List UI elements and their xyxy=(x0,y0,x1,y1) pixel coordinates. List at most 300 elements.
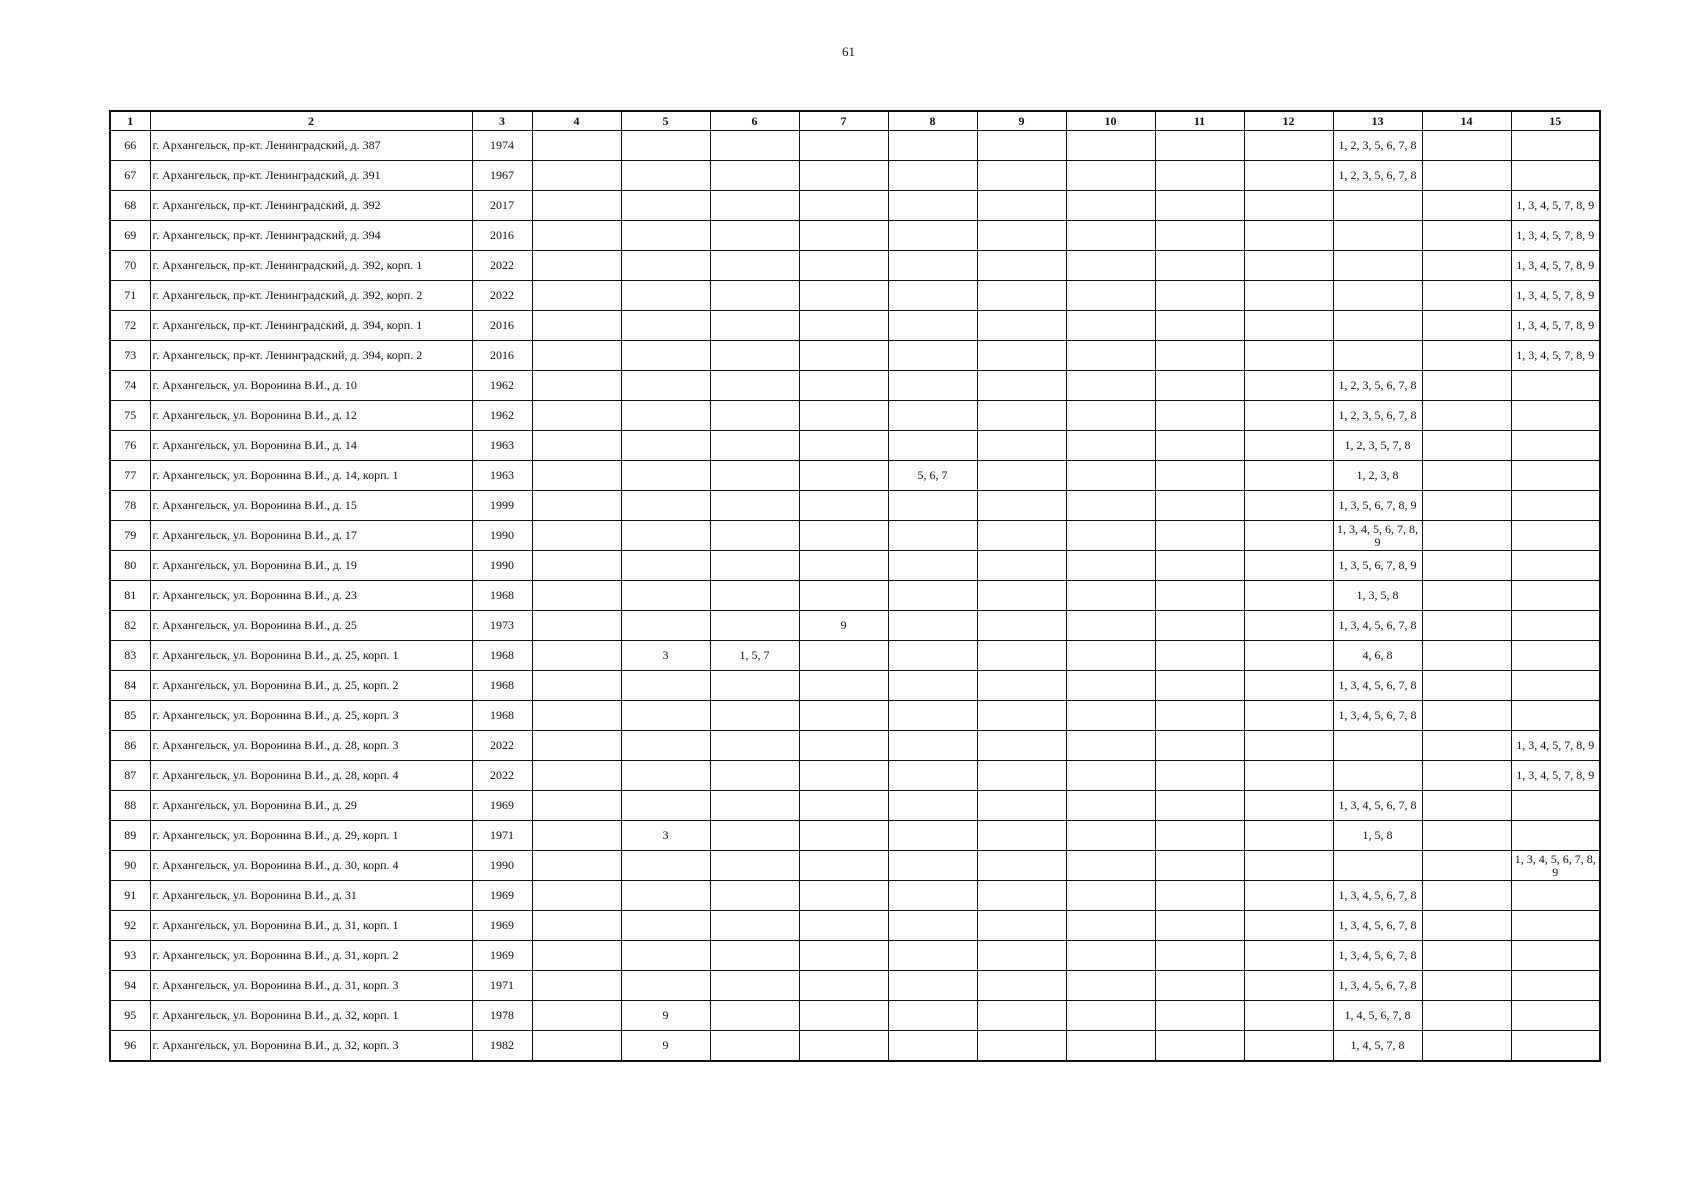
col-15-cell xyxy=(1511,671,1600,701)
row-number-cell: 83 xyxy=(110,641,150,671)
year-cell: 1968 xyxy=(472,671,532,701)
col-6-cell xyxy=(710,881,799,911)
col-6-cell xyxy=(710,911,799,941)
column-header-5: 5 xyxy=(621,111,710,131)
col-15-cell: 1, 3, 4, 5, 7, 8, 9 xyxy=(1511,251,1600,281)
year-cell: 1978 xyxy=(472,1001,532,1031)
col-4-cell xyxy=(532,311,621,341)
col-13-cell xyxy=(1333,761,1422,791)
col-11-cell xyxy=(1155,191,1244,221)
table-row xyxy=(110,371,1600,401)
row-number-cell: 88 xyxy=(110,791,150,821)
col-8-cell xyxy=(888,701,977,731)
column-header-14: 14 xyxy=(1422,111,1511,131)
col-4-cell xyxy=(532,791,621,821)
year-cell: 1971 xyxy=(472,821,532,851)
table-row xyxy=(110,821,1600,851)
col-15-cell: 1, 3, 4, 5, 7, 8, 9 xyxy=(1511,341,1600,371)
col-9-cell xyxy=(977,431,1066,461)
col-11-cell xyxy=(1155,761,1244,791)
address-cell: г. Архангельск, ул. Воронина В.И., д. 30, корп. 4 xyxy=(150,851,472,881)
col-10-cell xyxy=(1066,401,1155,431)
year-cell: 2022 xyxy=(472,281,532,311)
column-header-1: 1 xyxy=(110,111,150,131)
year-cell: 1968 xyxy=(472,701,532,731)
year-cell: 1962 xyxy=(472,371,532,401)
col-8-cell: 5, 6, 7 xyxy=(888,461,977,491)
col-14-cell xyxy=(1422,641,1511,671)
year-cell: 1968 xyxy=(472,641,532,671)
col-13-cell: 1, 3, 4, 5, 6, 7, 8 xyxy=(1333,911,1422,941)
col-15-cell xyxy=(1511,881,1600,911)
year-cell: 2022 xyxy=(472,761,532,791)
col-9-cell xyxy=(977,611,1066,641)
col-5-cell xyxy=(621,731,710,761)
column-header-15: 15 xyxy=(1511,111,1600,131)
col-4-cell xyxy=(532,371,621,401)
col-11-cell xyxy=(1155,461,1244,491)
col-12-cell xyxy=(1244,281,1333,311)
address-cell: г. Архангельск, пр-кт. Ленинградский, д. 394 xyxy=(150,221,472,251)
col-9-cell xyxy=(977,821,1066,851)
table-row xyxy=(110,881,1600,911)
col-12-cell xyxy=(1244,821,1333,851)
col-14-cell xyxy=(1422,611,1511,641)
col-7-cell xyxy=(799,491,888,521)
col-11-cell xyxy=(1155,671,1244,701)
col-15-cell xyxy=(1511,551,1600,581)
col-11-cell xyxy=(1155,971,1244,1001)
year-cell: 1990 xyxy=(472,551,532,581)
address-cell: г. Архангельск, ул. Воронина В.И., д. 25, корп. 1 xyxy=(150,641,472,671)
col-12-cell xyxy=(1244,401,1333,431)
col-14-cell xyxy=(1422,431,1511,461)
col-15-cell xyxy=(1511,161,1600,191)
col-5-cell xyxy=(621,881,710,911)
col-5-cell xyxy=(621,611,710,641)
col-10-cell xyxy=(1066,371,1155,401)
col-13-cell: 1, 3, 4, 5, 6, 7, 8 xyxy=(1333,971,1422,1001)
col-14-cell xyxy=(1422,161,1511,191)
col-5-cell xyxy=(621,761,710,791)
col-8-cell xyxy=(888,401,977,431)
year-cell: 1982 xyxy=(472,1031,532,1062)
col-4-cell xyxy=(532,731,621,761)
col-8-cell xyxy=(888,1031,977,1062)
row-number-cell: 66 xyxy=(110,131,150,161)
col-13-cell: 1, 3, 5, 6, 7, 8, 9 xyxy=(1333,491,1422,521)
col-4-cell xyxy=(532,131,621,161)
col-10-cell xyxy=(1066,281,1155,311)
col-6-cell: 1, 5, 7 xyxy=(710,641,799,671)
col-11-cell xyxy=(1155,1031,1244,1062)
col-8-cell xyxy=(888,641,977,671)
col-10-cell xyxy=(1066,251,1155,281)
col-8-cell xyxy=(888,971,977,1001)
year-cell: 1969 xyxy=(472,881,532,911)
table-row xyxy=(110,551,1600,581)
col-7-cell xyxy=(799,881,888,911)
row-number-cell: 90 xyxy=(110,851,150,881)
col-12-cell xyxy=(1244,641,1333,671)
col-7-cell xyxy=(799,401,888,431)
row-number-cell: 96 xyxy=(110,1031,150,1062)
column-header-7: 7 xyxy=(799,111,888,131)
col-9-cell xyxy=(977,581,1066,611)
row-number-cell: 75 xyxy=(110,401,150,431)
address-cell: г. Архангельск, ул. Воронина В.И., д. 29 xyxy=(150,791,472,821)
col-13-cell: 1, 3, 4, 5, 6, 7, 8 xyxy=(1333,941,1422,971)
year-cell: 1990 xyxy=(472,851,532,881)
row-number-cell: 89 xyxy=(110,821,150,851)
table-row xyxy=(110,731,1600,761)
table-body xyxy=(110,131,1600,1062)
col-8-cell xyxy=(888,671,977,701)
year-cell: 1962 xyxy=(472,401,532,431)
col-14-cell xyxy=(1422,731,1511,761)
col-9-cell xyxy=(977,551,1066,581)
col-10-cell xyxy=(1066,491,1155,521)
col-6-cell xyxy=(710,491,799,521)
col-10-cell xyxy=(1066,191,1155,221)
col-6-cell xyxy=(710,341,799,371)
row-number-cell: 80 xyxy=(110,551,150,581)
table-row xyxy=(110,941,1600,971)
col-15-cell xyxy=(1511,791,1600,821)
col-11-cell xyxy=(1155,131,1244,161)
row-number-cell: 72 xyxy=(110,311,150,341)
col-9-cell xyxy=(977,641,1066,671)
col-5-cell xyxy=(621,911,710,941)
address-cell: г. Архангельск, пр-кт. Ленинградский, д. 392 xyxy=(150,191,472,221)
col-12-cell xyxy=(1244,581,1333,611)
row-number-cell: 77 xyxy=(110,461,150,491)
col-5-cell xyxy=(621,701,710,731)
address-cell: г. Архангельск, ул. Воронина В.И., д. 25 xyxy=(150,611,472,641)
col-14-cell xyxy=(1422,911,1511,941)
col-11-cell xyxy=(1155,401,1244,431)
col-6-cell xyxy=(710,731,799,761)
year-cell: 1963 xyxy=(472,461,532,491)
col-10-cell xyxy=(1066,611,1155,641)
col-4-cell xyxy=(532,641,621,671)
col-14-cell xyxy=(1422,821,1511,851)
row-number-cell: 76 xyxy=(110,431,150,461)
table-row xyxy=(110,911,1600,941)
col-9-cell xyxy=(977,341,1066,371)
col-4-cell xyxy=(532,941,621,971)
col-10-cell xyxy=(1066,941,1155,971)
col-5-cell xyxy=(621,131,710,161)
col-10-cell xyxy=(1066,671,1155,701)
col-15-cell: 1, 3, 4, 5, 7, 8, 9 xyxy=(1511,281,1600,311)
col-4-cell xyxy=(532,431,621,461)
col-14-cell xyxy=(1422,311,1511,341)
col-6-cell xyxy=(710,581,799,611)
col-13-cell xyxy=(1333,191,1422,221)
table-row xyxy=(110,641,1600,671)
col-10-cell xyxy=(1066,731,1155,761)
col-15-cell xyxy=(1511,941,1600,971)
col-12-cell xyxy=(1244,311,1333,341)
col-14-cell xyxy=(1422,791,1511,821)
col-4-cell xyxy=(532,401,621,431)
col-15-cell xyxy=(1511,1001,1600,1031)
col-6-cell xyxy=(710,671,799,701)
address-cell: г. Архангельск, ул. Воронина В.И., д. 14 xyxy=(150,431,472,461)
col-7-cell xyxy=(799,551,888,581)
col-9-cell xyxy=(977,701,1066,731)
row-number-cell: 91 xyxy=(110,881,150,911)
year-cell: 1974 xyxy=(472,131,532,161)
col-15-cell xyxy=(1511,491,1600,521)
col-5-cell xyxy=(621,551,710,581)
col-9-cell xyxy=(977,881,1066,911)
col-12-cell xyxy=(1244,431,1333,461)
col-5-cell: 9 xyxy=(621,1031,710,1062)
table-row xyxy=(110,671,1600,701)
col-8-cell xyxy=(888,761,977,791)
col-14-cell xyxy=(1422,1031,1511,1062)
col-7-cell xyxy=(799,791,888,821)
col-14-cell xyxy=(1422,521,1511,551)
register-table xyxy=(109,110,1601,1062)
col-12-cell xyxy=(1244,551,1333,581)
col-9-cell xyxy=(977,851,1066,881)
col-6-cell xyxy=(710,941,799,971)
table-row xyxy=(110,191,1600,221)
col-6-cell xyxy=(710,791,799,821)
col-5-cell xyxy=(621,221,710,251)
col-10-cell xyxy=(1066,851,1155,881)
year-cell: 2016 xyxy=(472,341,532,371)
col-14-cell xyxy=(1422,281,1511,311)
address-cell: г. Архангельск, ул. Воронина В.И., д. 31 xyxy=(150,881,472,911)
col-15-cell xyxy=(1511,401,1600,431)
col-7-cell xyxy=(799,581,888,611)
col-8-cell xyxy=(888,581,977,611)
col-8-cell xyxy=(888,1001,977,1031)
col-7-cell xyxy=(799,221,888,251)
col-4-cell xyxy=(532,461,621,491)
address-cell: г. Архангельск, пр-кт. Ленинградский, д. 392, корп. 1 xyxy=(150,251,472,281)
col-13-cell: 1, 2, 3, 5, 6, 7, 8 xyxy=(1333,401,1422,431)
col-9-cell xyxy=(977,281,1066,311)
col-4-cell xyxy=(532,671,621,701)
address-cell: г. Архангельск, пр-кт. Ленинградский, д. 394, корп. 1 xyxy=(150,311,472,341)
address-cell: г. Архангельск, ул. Воронина В.И., д. 31, корп. 2 xyxy=(150,941,472,971)
col-8-cell xyxy=(888,551,977,581)
column-header-4: 4 xyxy=(532,111,621,131)
col-9-cell xyxy=(977,491,1066,521)
address-cell: г. Архангельск, ул. Воронина В.И., д. 29, корп. 1 xyxy=(150,821,472,851)
column-header-11: 11 xyxy=(1155,111,1244,131)
row-number-cell: 74 xyxy=(110,371,150,401)
col-11-cell xyxy=(1155,581,1244,611)
year-cell: 2022 xyxy=(472,731,532,761)
col-15-cell: 1, 3, 4, 5, 7, 8, 9 xyxy=(1511,311,1600,341)
column-header-8: 8 xyxy=(888,111,977,131)
col-8-cell xyxy=(888,281,977,311)
col-13-cell xyxy=(1333,221,1422,251)
table-row xyxy=(110,281,1600,311)
col-9-cell xyxy=(977,161,1066,191)
col-12-cell xyxy=(1244,761,1333,791)
col-12-cell xyxy=(1244,191,1333,221)
col-9-cell xyxy=(977,1001,1066,1031)
col-9-cell xyxy=(977,791,1066,821)
table-row xyxy=(110,611,1600,641)
row-number-cell: 68 xyxy=(110,191,150,221)
col-12-cell xyxy=(1244,491,1333,521)
row-number-cell: 95 xyxy=(110,1001,150,1031)
year-cell: 1999 xyxy=(472,491,532,521)
col-5-cell xyxy=(621,461,710,491)
col-8-cell xyxy=(888,821,977,851)
col-11-cell xyxy=(1155,701,1244,731)
col-14-cell xyxy=(1422,701,1511,731)
col-4-cell xyxy=(532,581,621,611)
col-11-cell xyxy=(1155,791,1244,821)
col-7-cell xyxy=(799,971,888,1001)
table-row xyxy=(110,131,1600,161)
address-cell: г. Архангельск, пр-кт. Ленинградский, д. 394, корп. 2 xyxy=(150,341,472,371)
col-13-cell xyxy=(1333,731,1422,761)
col-11-cell xyxy=(1155,521,1244,551)
table-row xyxy=(110,311,1600,341)
column-header-6: 6 xyxy=(710,111,799,131)
year-cell: 2016 xyxy=(472,311,532,341)
address-cell: г. Архангельск, пр-кт. Ленинградский, д. 387 xyxy=(150,131,472,161)
col-7-cell xyxy=(799,461,888,491)
address-cell: г. Архангельск, ул. Воронина В.И., д. 25, корп. 3 xyxy=(150,701,472,731)
col-5-cell xyxy=(621,311,710,341)
row-number-cell: 93 xyxy=(110,941,150,971)
col-15-cell xyxy=(1511,821,1600,851)
col-10-cell xyxy=(1066,701,1155,731)
table-row xyxy=(110,1031,1600,1062)
col-9-cell xyxy=(977,671,1066,701)
column-header-2: 2 xyxy=(150,111,472,131)
year-cell: 2017 xyxy=(472,191,532,221)
col-7-cell xyxy=(799,641,888,671)
col-7-cell xyxy=(799,281,888,311)
col-14-cell xyxy=(1422,401,1511,431)
col-15-cell xyxy=(1511,611,1600,641)
row-number-cell: 81 xyxy=(110,581,150,611)
col-14-cell xyxy=(1422,1001,1511,1031)
year-cell: 1968 xyxy=(472,581,532,611)
col-8-cell xyxy=(888,791,977,821)
col-10-cell xyxy=(1066,911,1155,941)
col-12-cell xyxy=(1244,1031,1333,1062)
col-12-cell xyxy=(1244,731,1333,761)
header-row xyxy=(110,111,1600,131)
row-number-cell: 71 xyxy=(110,281,150,311)
col-9-cell xyxy=(977,371,1066,401)
col-5-cell xyxy=(621,191,710,221)
col-9-cell xyxy=(977,731,1066,761)
col-8-cell xyxy=(888,341,977,371)
table-row xyxy=(110,851,1600,881)
col-14-cell xyxy=(1422,371,1511,401)
table-row xyxy=(110,491,1600,521)
address-cell: г. Архангельск, ул. Воронина В.И., д. 28, корп. 4 xyxy=(150,761,472,791)
column-header-3: 3 xyxy=(472,111,532,131)
col-11-cell xyxy=(1155,611,1244,641)
col-15-cell: 1, 3, 4, 5, 7, 8, 9 xyxy=(1511,731,1600,761)
col-15-cell xyxy=(1511,1031,1600,1062)
address-cell: г. Архангельск, ул. Воронина В.И., д. 32, корп. 1 xyxy=(150,1001,472,1031)
col-6-cell xyxy=(710,131,799,161)
col-9-cell xyxy=(977,251,1066,281)
col-13-cell: 1, 3, 5, 6, 7, 8, 9 xyxy=(1333,551,1422,581)
col-13-cell xyxy=(1333,281,1422,311)
col-14-cell xyxy=(1422,251,1511,281)
col-6-cell xyxy=(710,281,799,311)
col-13-cell xyxy=(1333,851,1422,881)
year-cell: 2016 xyxy=(472,221,532,251)
col-13-cell xyxy=(1333,311,1422,341)
col-4-cell xyxy=(532,911,621,941)
address-cell: г. Архангельск, пр-кт. Ленинградский, д. 391 xyxy=(150,161,472,191)
col-4-cell xyxy=(532,161,621,191)
col-5-cell: 3 xyxy=(621,821,710,851)
col-11-cell xyxy=(1155,251,1244,281)
col-5-cell: 3 xyxy=(621,641,710,671)
table-row xyxy=(110,431,1600,461)
col-7-cell xyxy=(799,731,888,761)
col-10-cell xyxy=(1066,131,1155,161)
year-cell: 1969 xyxy=(472,941,532,971)
year-cell: 2022 xyxy=(472,251,532,281)
row-number-cell: 86 xyxy=(110,731,150,761)
column-header-12: 12 xyxy=(1244,111,1333,131)
col-14-cell xyxy=(1422,221,1511,251)
col-12-cell xyxy=(1244,221,1333,251)
col-4-cell xyxy=(532,491,621,521)
col-11-cell xyxy=(1155,731,1244,761)
col-10-cell xyxy=(1066,431,1155,461)
col-7-cell xyxy=(799,911,888,941)
col-6-cell xyxy=(710,461,799,491)
col-10-cell xyxy=(1066,1031,1155,1062)
col-5-cell xyxy=(621,341,710,371)
col-12-cell xyxy=(1244,131,1333,161)
col-11-cell xyxy=(1155,431,1244,461)
col-10-cell xyxy=(1066,311,1155,341)
col-4-cell xyxy=(532,1031,621,1062)
col-15-cell xyxy=(1511,131,1600,161)
year-cell: 1971 xyxy=(472,971,532,1001)
col-12-cell xyxy=(1244,161,1333,191)
col-7-cell xyxy=(799,701,888,731)
address-cell: г. Архангельск, ул. Воронина В.И., д. 32, корп. 3 xyxy=(150,1031,472,1062)
year-cell: 1969 xyxy=(472,911,532,941)
col-13-cell: 1, 2, 3, 5, 6, 7, 8 xyxy=(1333,161,1422,191)
col-13-cell: 1, 2, 3, 8 xyxy=(1333,461,1422,491)
col-7-cell xyxy=(799,851,888,881)
col-4-cell xyxy=(532,701,621,731)
col-11-cell xyxy=(1155,551,1244,581)
col-6-cell xyxy=(710,251,799,281)
col-7-cell xyxy=(799,1031,888,1062)
table-row xyxy=(110,221,1600,251)
column-header-13: 13 xyxy=(1333,111,1422,131)
col-6-cell xyxy=(710,371,799,401)
col-5-cell xyxy=(621,431,710,461)
col-8-cell xyxy=(888,191,977,221)
